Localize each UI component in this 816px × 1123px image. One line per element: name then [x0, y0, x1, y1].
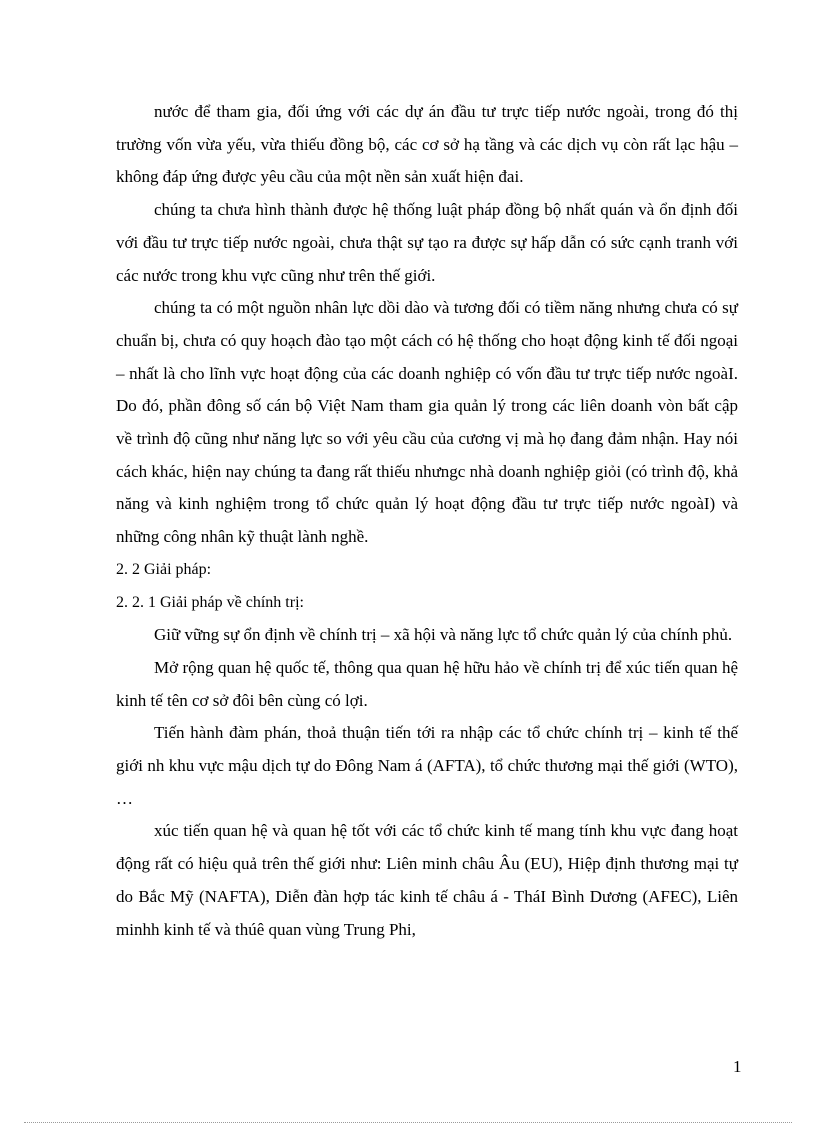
- solution-paragraph: Giữ vững sự ổn định về chính trị – xã hội và năng lực tổ chức quản lý của chính phủ.: [154, 625, 733, 645]
- body-paragraph: chúng ta chưa hình thành được hệ thống luật pháp đồng bộ nhất quán và ổn định đối với đầu tư trực tiếp nước ngoài, chưa thật sự tạo ra được sự hấp dẫn có sức cạnh tranh với các nước trong khu vực cũng như trên thế giới.: [116, 200, 738, 285]
- solution-paragraph: xúc tiến quan hệ và quan hệ tốt với các tổ chức kinh tế mang tính khu vực đang hoạt động rất có hiệu quả trên thế giới như: Liên minh châu Âu (EU), Hiệp định thương mại tự do Bắc Mỹ (NAFTA), Diễn đàn hợp tác kinh tế châu á - TháI Bình Dương (AFEC), Liên minhh kinh tế và thúê quan vùng Trung Phi,: [116, 821, 738, 939]
- section-heading-solutions: 2. 2 Giải pháp:: [116, 560, 212, 578]
- page-number: 1: [733, 1057, 742, 1076]
- solution-paragraph: Tiến hành đàm phán, thoả thuận tiến tới ra nhập các tổ chức chính trị – kinh tế thế giới nh khu vực mậu dịch tự do Đông Nam á (AFTA), tổ chức thương mại thế giới (WTO), …: [116, 723, 738, 808]
- solution-paragraph: Mở rộng quan hệ quốc tế, thông qua quan hệ hữu hảo về chính trị để xúc tiến quan hệ kinh tế tên cơ sở đôi bên cùng có lợi.: [116, 657, 738, 710]
- body-paragraph: nước để tham gia, đối ứng với các dự án đầu tư trực tiếp nước ngoài, trong đó thị trường vốn vừa yếu, vừa thiếu đồng bộ, các cơ sở hạ tầng và các dịch vụ còn rất lạc hậu – không đáp ứng được yêu cầu của một nền sản xuất hiện đai.: [116, 102, 738, 187]
- body-paragraph: chúng ta có một nguồn nhân lực dồi dào và tương đối có tiềm năng nhưng chưa có sự chuẩn bị, chưa có quy hoạch đào tạo một cách có hệ thống cho hoạt động kinh tế đối ngoại – nhất là cho lĩnh vực hoạt động của các doanh nghiệp có vốn đầu tư trực tiếp nước ngoàI. Do đó, phần đông số cán bộ Việt Nam tham gia quản lý trong các liên doanh vòn bất cập về trình độ cũng như năng lực so với yêu cầu của cương vị mà họ đang đảm nhận. Hay nói cách khác, hiện nay chúng ta đang rất thiếu nhưngc nhà doanh nghiệp giỏi (có trình độ, khả năng và kinh nghiệm trong tổ chức quản lý hoạt động đầu tư trực tiếp nước ngoàI) và những công nhân kỹ thuật lành nghề.: [116, 298, 738, 547]
- page-body: [116, 96, 738, 946]
- subsection-heading-political: 2. 2. 1 Giải pháp về chính trị:: [116, 593, 304, 611]
